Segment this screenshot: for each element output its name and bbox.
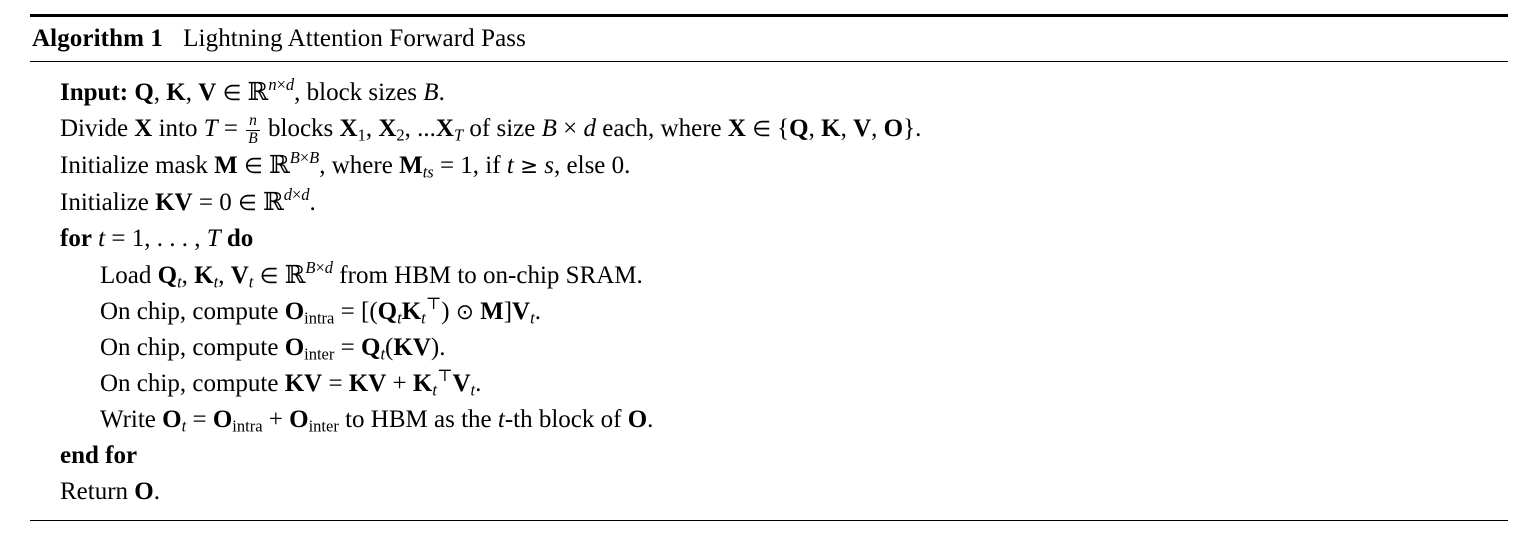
algorithm-line-compute-intra: On chip, compute $O_{intra} = [(Q_tK_t^⊤)$ ⊙ $M]V_t$.	[100, 294, 541, 328]
rule-bottom	[30, 520, 1508, 521]
algorithm-label: Algorithm 1	[32, 25, 163, 52]
algorithm-line-return: Return O.	[60, 478, 160, 506]
algorithm-body	[30, 62, 1508, 520]
algorithm-title: Lightning Attention Forward Pass	[183, 25, 526, 52]
algorithm-line-load: Load $Q_t$, $K_t$, $V_t$ ∈ ℝ$^{B\times d}$ from HBM to on-chip SRAM.	[100, 258, 643, 292]
algorithm-line-compute-inter: On chip, compute $O_{inter} = Q_t(KV)$.	[100, 334, 446, 364]
algorithm-line-input: Input: Q, K, V ∈ ℝ$^{n\times d}$, block sizes B.	[60, 74, 445, 106]
algorithm-line-for: for t = 1, . . . , T do	[60, 225, 254, 253]
algorithm-caption	[30, 17, 1508, 61]
algorithm-line-init-kv: Initialize KV = 0 ∈ ℝ$^{d\times d}$.	[60, 185, 316, 217]
algorithm-line-end-for: end for	[60, 442, 138, 470]
algorithm-line-init-mask: Initialize mask M ∈ ℝ$^{B\times B}$, where $M_{ts} = 1$, if t ≥ s, else 0.	[60, 148, 631, 182]
algorithm-line-write: Write $O_t = O_{intra} + O_{inter}$ to HBM as the t-th block of O.	[100, 406, 654, 436]
algorithm-line-divide: Divide X into T = $\frac{n}{B}$ blocks $X_1$, $X_2$, $...X_T$ of size B × d each, where X ∈ {Q, K, V, O}.	[60, 111, 922, 147]
algorithm-block	[30, 14, 1508, 521]
algorithm-line-compute-kv: On chip, compute KV = KV + $K_t^⊤V_t$.	[100, 366, 482, 400]
